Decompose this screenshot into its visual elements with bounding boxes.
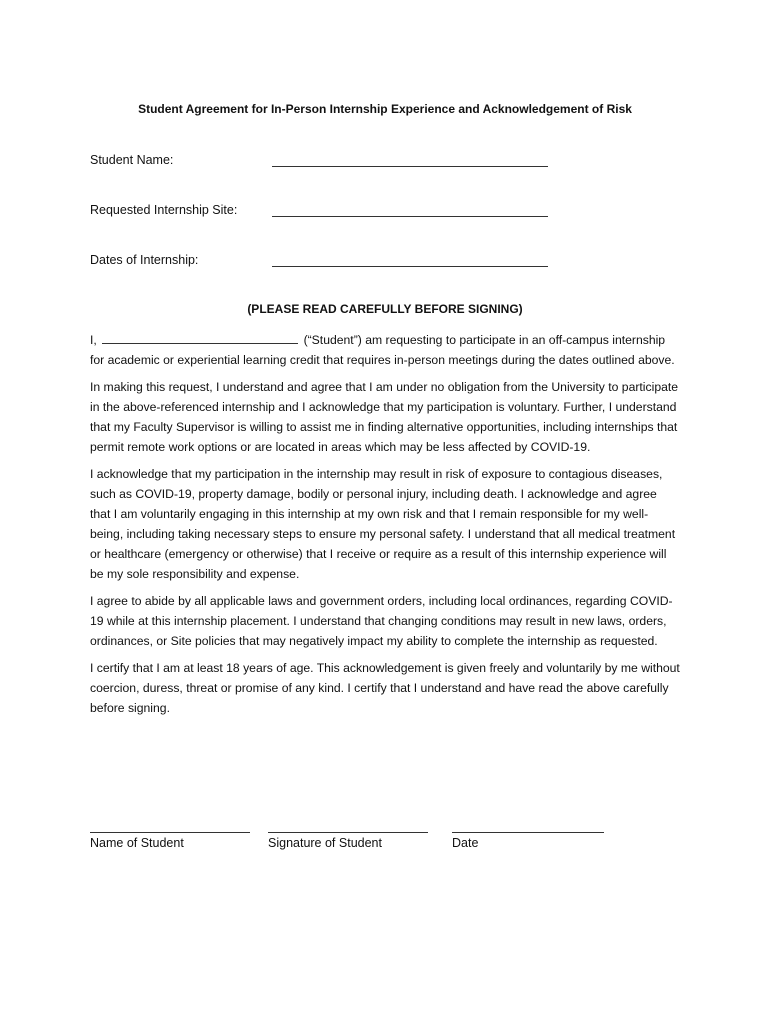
paragraph-certify: I certify that I am at least 18 years of age. This acknowledgement is given freely and voluntarily by me without coercion, duress, threat or promise of any kind. I certify that I understand and have read the above carefully before signing. bbox=[90, 661, 680, 715]
date-label: Date bbox=[452, 836, 479, 850]
paragraph-request-start: I, bbox=[90, 333, 97, 347]
paragraph-request-rest: (“Student”) am requesting to participate in an off-campus internship for academic or experiential learning credit that requires in-person meetings during the dates outlined above. bbox=[90, 333, 675, 367]
date-line[interactable] bbox=[452, 820, 604, 833]
student-name-inline-line[interactable] bbox=[102, 332, 298, 344]
paragraph-laws: I agree to abide by all applicable laws and government orders, including local ordinances, regarding COVID-19 while at this internship placement. I understand that changing conditions may result in new laws, orders, ordinances, or Site policies that may negatively impact my ability to complete the internship as requested. bbox=[90, 594, 673, 648]
document-title: Student Agreement for In-Person Internship Experience and Acknowledgement of Risk bbox=[138, 102, 632, 116]
paragraph-request bbox=[90, 330, 680, 370]
internship-site-line[interactable] bbox=[272, 216, 548, 217]
paragraph-risk: I acknowledge that my participation in the internship may result in risk of exposure to contagious diseases, such as COVID-19, property damage, bodily or personal injury, including death. I acknowledge and agree that I am voluntarily engaging in this internship at my own risk and that I remain responsible for my well-being, including taking necessary steps to ensure my personal safety. I understand that all medical treatment or healthcare (emergency or otherwise) that I receive or require as a result of this internship experience will be my sole responsibility and expense. bbox=[90, 467, 676, 581]
agreement-body bbox=[90, 330, 680, 725]
internship-dates-label: Dates of Internship: bbox=[90, 253, 199, 267]
name-of-student-label: Name of Student bbox=[90, 836, 184, 850]
name-of-student-line[interactable] bbox=[90, 820, 250, 833]
student-name-field bbox=[90, 153, 560, 171]
internship-site-label: Requested Internship Site: bbox=[90, 203, 238, 217]
date-block bbox=[452, 820, 604, 850]
internship-site-field bbox=[90, 203, 560, 221]
name-of-student-block bbox=[90, 820, 250, 850]
paragraph-voluntary: In making this request, I understand and agree that I am under no obligation from the University to participate in the above-referenced internship and I acknowledge that my participation is voluntary. Further, I understand that my Faculty Supervisor is willing to assist me in finding alternative opportunities, including internships that permit remote work options or are located in areas which may be less affected by COVID-19. bbox=[90, 380, 679, 454]
internship-dates-line[interactable] bbox=[272, 266, 548, 267]
internship-dates-field bbox=[90, 253, 560, 271]
signature-of-student-block bbox=[268, 820, 428, 850]
signature-of-student-label: Signature of Student bbox=[268, 836, 382, 850]
signature-of-student-line[interactable] bbox=[268, 820, 428, 833]
student-name-line[interactable] bbox=[272, 166, 548, 167]
student-name-label: Student Name: bbox=[90, 153, 174, 167]
read-carefully-notice: (PLEASE READ CAREFULLY BEFORE SIGNING) bbox=[247, 302, 523, 316]
